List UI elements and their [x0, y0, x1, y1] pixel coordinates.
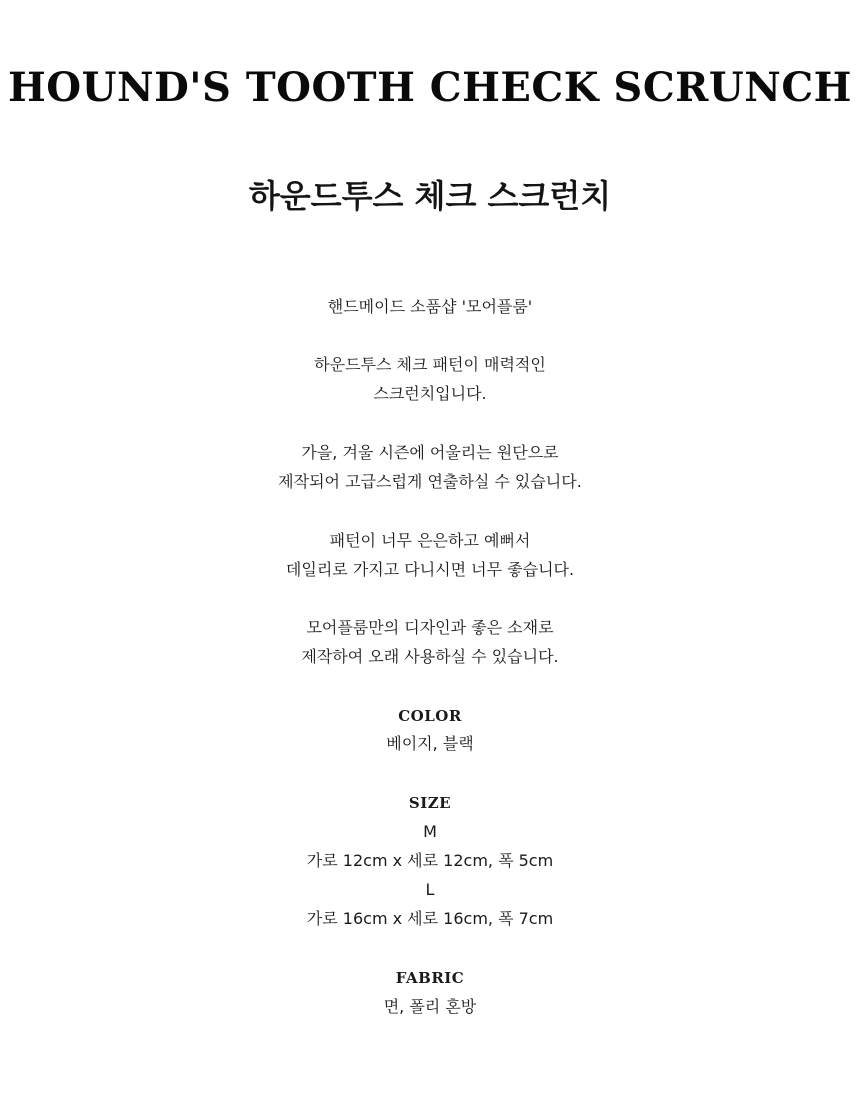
- color-label: COLOR: [398, 707, 462, 725]
- fabric-value: [0, 992, 860, 1021]
- size-l-dimensions: 가로 16cm x 세로 16cm, 폭 7cm: [306, 909, 554, 928]
- size-m-label: M: [423, 822, 437, 841]
- paragraph-line: 핸드메이드 소품샵 '모어플룸': [327, 297, 533, 316]
- paragraph-line: 제작되어 고급스럽게 연출하실 수 있습니다.: [278, 472, 582, 491]
- paragraph-line: 하운드투스 체크 패턴이 매력적인: [314, 355, 546, 374]
- size-label: SIZE: [408, 794, 452, 812]
- material-paragraph: [0, 613, 860, 671]
- paragraph-line: 패턴이 너무 은은하고 예뻐서: [329, 531, 531, 550]
- fabric-label: FABRIC: [395, 969, 465, 987]
- paragraph-line: 가을, 겨울 시즌에 어울리는 원단으로: [301, 443, 559, 462]
- paragraph-line: 제작하여 오래 사용하실 수 있습니다.: [301, 647, 559, 666]
- product-title-korean: 하운드투스 체크 스크런치: [248, 177, 612, 215]
- paragraph-line: 데일리로 가지고 다니시면 너무 좋습니다.: [285, 560, 575, 579]
- color-value: [0, 729, 860, 758]
- size-m-dimensions: 가로 12cm x 세로 12cm, 폭 5cm: [306, 851, 554, 870]
- size-l-label: L: [425, 880, 435, 899]
- size-values: [0, 817, 860, 933]
- pattern-paragraph: [0, 350, 860, 408]
- product-title-english: HOUND'S TOOTH CHECK SCRUNCH: [8, 64, 852, 111]
- paragraph-line: 모어플룸만의 디자인과 좋은 소재로: [306, 618, 554, 637]
- season-paragraph: [0, 438, 860, 496]
- fabric-value-text: 면, 폴리 혼방: [383, 997, 477, 1016]
- intro-paragraph: [0, 292, 860, 321]
- paragraph-line: 스크런치입니다.: [373, 384, 487, 403]
- color-value-text: 베이지, 블랙: [386, 734, 474, 753]
- daily-paragraph: [0, 526, 860, 584]
